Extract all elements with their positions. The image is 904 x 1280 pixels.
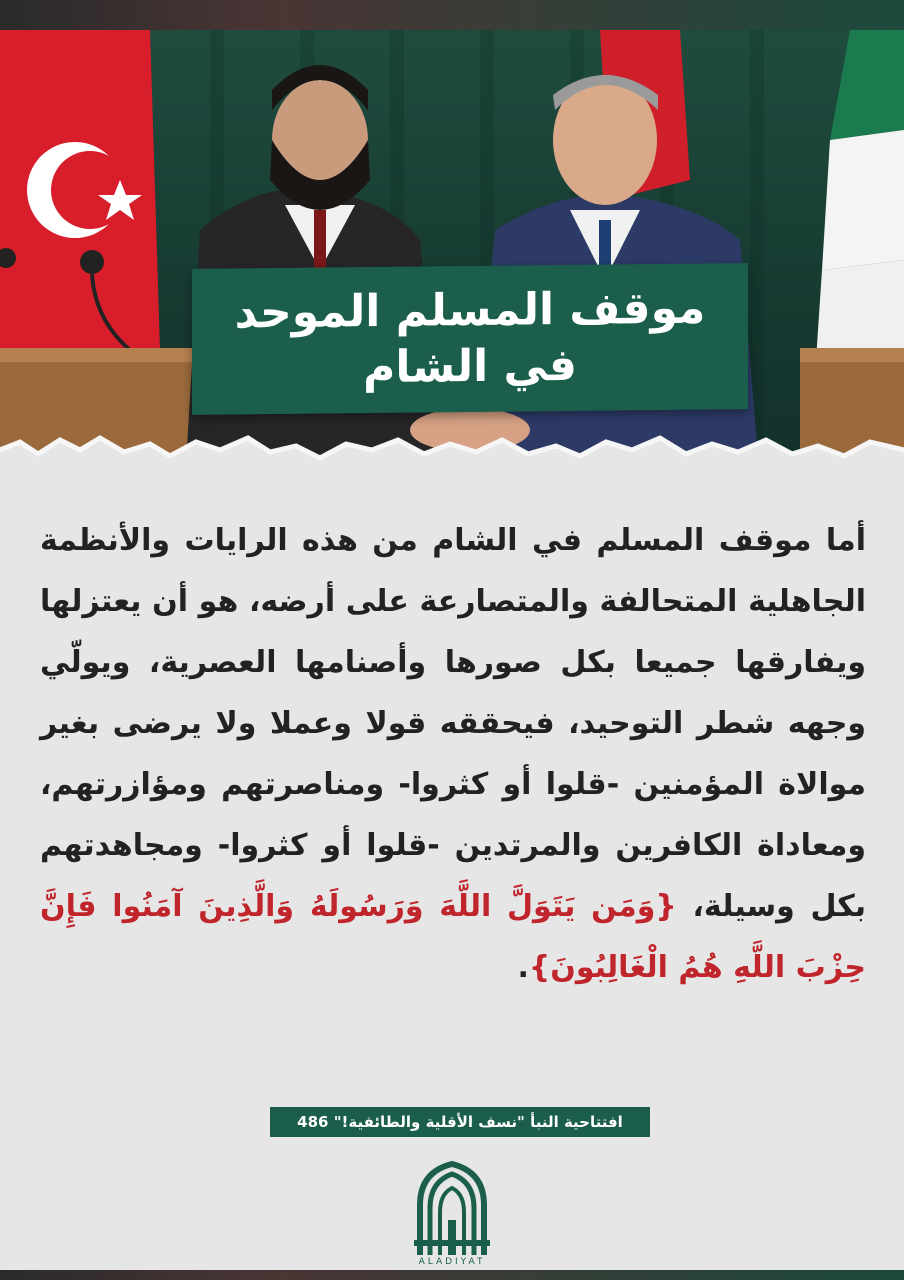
mosque-arch-logo-icon [412, 1160, 492, 1260]
header-photo [0, 30, 904, 480]
source-citation: افتتاحية النبأ "نسف الأقلية والطائفية!" 486 [270, 1107, 650, 1137]
logo-wordmark: ALADIYAT [418, 1257, 486, 1267]
title-banner [192, 263, 748, 415]
bottom-decor-strip [0, 1270, 904, 1280]
photo-illustration [0, 30, 904, 480]
article-end: . [517, 950, 529, 985]
quran-verse: {وَمَن يَتَوَلَّ اللَّهَ وَرَسُولَهُ وَالَّذِينَ آمَنُوا فَإِنَّ حِزْبَ اللَّهِ هُمُ الْغَالِبُونَ} [40, 889, 866, 985]
page-title-line-2: في الشام [363, 339, 577, 394]
torn-paper-edge [0, 420, 904, 500]
syrian-flag-right [816, 30, 904, 360]
article-text: أما موقف المسلم في الشام من هذه الرايات والأنظمة الجاهلية المتحالفة والمتصارعة على أرضه، هو أن يعتزلها ويفارقها جميعا بكل صورها وأصنامها العصرية، ويولّي وجهه شطر التوحيد، فيحققه قولا وعملا ولا يرضى بغير موالاة المؤمنين -قلوا أو كثروا- ومناصرتهم ومؤازرتهم، ومعاداة الكافرين والمرتدين -قلوا أو كثروا- ومجاهدتهم بكل وسيلة، [40, 523, 866, 924]
turkish-flag-left [0, 30, 160, 350]
page-title-line-1: موقف المسلم الموحد [234, 282, 706, 339]
article-body [40, 510, 866, 998]
top-decor-strip [0, 0, 904, 30]
